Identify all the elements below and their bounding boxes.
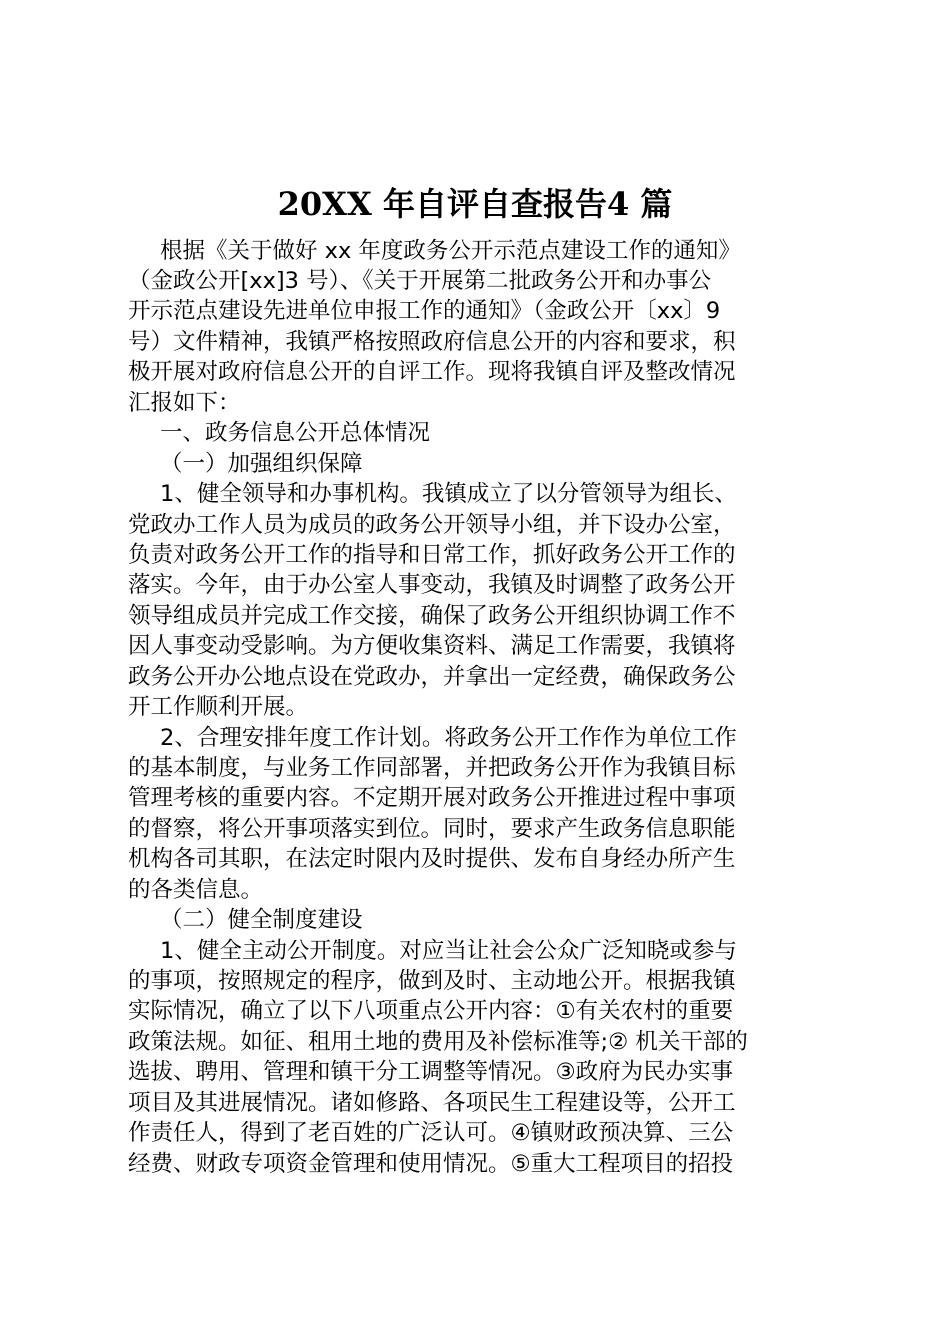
document-title	[0, 182, 950, 226]
paragraph-line: 的各类信息。	[128, 877, 264, 903]
paragraph-line: 因人事变动受影响。为方便收集资料、满足工作需要，我镇将	[128, 633, 736, 659]
paragraph-line: 1、健全主动公开制度。对应当让社会公众广泛知晓或参与	[160, 938, 737, 964]
paragraph-line: 实际情况，确立了以下八项重点公开内容：①有关农村的重要	[128, 998, 734, 1024]
paragraph-line: 的事项，按照规定的程序，做到及时、主动地公开。根据我镇	[128, 968, 736, 994]
subsection-heading: （二）健全制度建设	[160, 907, 363, 933]
section-heading: 一、政务信息公开总体情况	[160, 420, 431, 446]
paragraph-line: 号）文件精神，我镇严格按照政府信息公开的内容和要求，积	[128, 329, 736, 355]
paragraph-line: 经费、财政专项资金管理和使用情况。⑤重大工程项目的招投	[128, 1151, 734, 1177]
paragraph-line: （金政公开[xx]3 号）、《关于开展第二批政务公开和办事公	[128, 268, 712, 294]
paragraph-line: 极开展对政府信息公开的自评工作。现将我镇自评及整改情况	[128, 359, 736, 385]
paragraph-line: 党政办工作人员为成员的政务公开领导小组，并下设办公室，	[128, 512, 736, 538]
paragraph-line: 的基本制度，与业务工作同部署，并把政务公开作为我镇目标	[128, 755, 736, 781]
paragraph-line: 政务公开办公地点设在党政办，并拿出一定经费，确保政务公	[128, 664, 736, 690]
title-count: 4	[606, 185, 630, 223]
paragraph-line: 开示范点建设先进单位申报工作的通知》（金政公开〔xx〕9	[128, 298, 721, 324]
paragraph-line: 汇报如下：	[128, 390, 241, 416]
paragraph-line: 领导组成员并完成工作交接，确保了政务公开组织协调工作不	[128, 603, 736, 629]
paragraph-line: 根据《关于做好 xx 年度政务公开示范点建设工作的通知》	[160, 238, 741, 264]
paragraph-line: 项目及其进展情况。诸如修路、各项民生工程建设等，公开工	[128, 1090, 736, 1116]
paragraph-line: 政策法规。如征、租用土地的费用及补偿标准等;② 机关干部的	[128, 1029, 748, 1055]
title-text: 年自评自查报告	[382, 185, 607, 223]
paragraph-line: 开工作顺利开展。	[128, 694, 309, 720]
paragraph-line: 作责任人，得到了老百姓的广泛认可。④镇财政预决算、三公	[128, 1120, 734, 1146]
paragraph-line: 选拔、聘用、管理和镇干分工调整等情况。③政府为民办实事	[128, 1059, 734, 1085]
paragraph-line: 1、健全领导和办事机构。我镇成立了以分管领导为组长、	[160, 481, 737, 507]
paragraph-line: 机构各司其职，在法定时限内及时提供、发布自身经办所产生	[128, 846, 736, 872]
title-unit: 篇	[640, 185, 673, 223]
paragraph-line: 负责对政务公开工作的指导和日常工作，抓好政务公开工作的	[128, 542, 736, 568]
paragraph-line: 管理考核的重要内容。不定期开展对政务公开推进过程中事项	[128, 785, 736, 811]
subsection-heading: （一）加强组织保障	[160, 451, 363, 477]
title-year: 20XX	[277, 185, 372, 223]
paragraph-line: 2、合理安排年度工作计划。将政务公开工作作为单位工作	[160, 725, 737, 751]
paragraph-line: 落实。今年，由于办公室人事变动，我镇及时调整了政务公开	[128, 572, 736, 598]
paragraph-line: 的督察，将公开事项落实到位。同时，要求产生政务信息职能	[128, 816, 736, 842]
